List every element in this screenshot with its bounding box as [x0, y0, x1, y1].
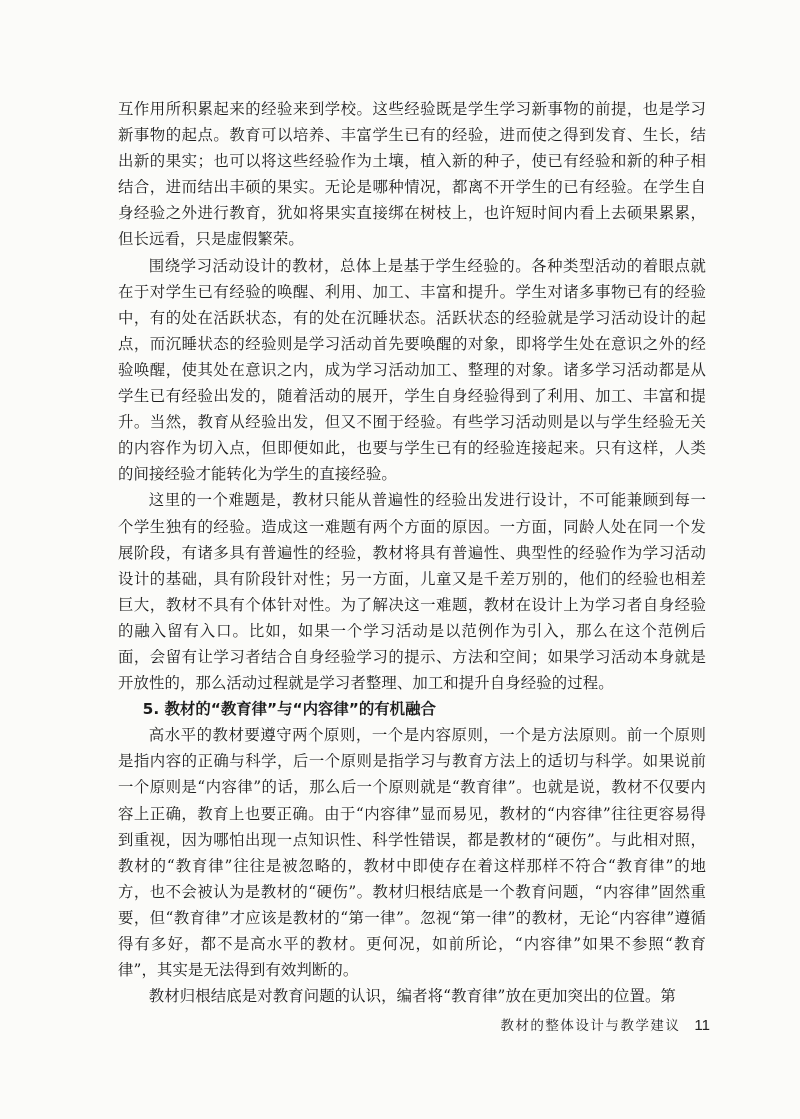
- paragraph-5: 教材归根结底是对教育问题的认识，编者将“教育律”放在更加突出的位置。第: [148, 987, 676, 1006]
- paragraph-2: 围绕学习活动设计的教材，总体上是基于学生经验的。各种类型活动的着眼点就在于对学生已有经验的唤醒、利用、加工、丰富和提升。学生对诸多事物已有的经验中，有的处在活跃状态，有的处在沉睡状态。活跃状态的经验就是学习活动设计的起点，而沉睡状态的经验则是学习活动首先要唤醒的对象，即将学生处在意识之外的经验唤醒，使其处在意识之内，成为学习活动加工、整理的对象。诸多学习活动都是从学生已有经验出发的，随着活动的展开，学生自身经验得到了利用、加工、丰富和提升。当然，教育从经验出发，但又不囿于经验。有些学习活动则是以与学生经验无关的内容作为切入点，但即便如此，也要与学生已有的经验连接起来。只有这样，人类的间接经验才能转化为学生的直接经验。: [118, 256, 706, 484]
- page-body: [118, 96, 706, 1009]
- paragraph-1: 互作用所积累起来的经验来到学校。这些经验既是学生学习新事物的前提，也是学习新事物的起点。教育可以培养、丰富学生已有的经验，进而使之得到发育、生长，结出新的果实；也可以将这些经验作为土壤，植入新的种子，使已有经验和新的种子相结合，进而结出丰硕的果实。无论是哪种情况，都离不开学生的已有经验。在学生自身经验之外进行教育，犹如将果实直接绑在树枝上，也许短时间内看上去硕果累累，但长远看，只是虚假繁荣。: [118, 100, 706, 249]
- paragraph-3: 这里的一个难题是，教材只能从普遍性的经验出发进行设计，不可能兼顾到每一个学生独有的经验。造成这一难题有两个方面的原因。一方面，同龄人处在同一个发展阶段，有诸多具有普遍性的经验，教材将具有普遍性、典型性的经验作为学习活动设计的基础，具有阶段针对性；另一方面，儿童又是千差万别的，他们的经验也相差巨大，教材不具有个体针对性。为了解决这一难题，教材在设计上为学习者自身经验的融入留有入口。比如，如果一个学习活动是以范例作为引入，那么在这个范例后面，会留有让学习者结合自身经验学习的提示、方法和空间；如果学习活动本身就是开放性的，那么活动过程就是学习者整理、加工和提升自身经验的过程。: [118, 491, 706, 693]
- paragraph-4: 高水平的教材要遵守两个原则，一个是内容原则，一个是方法原则。前一个原则是指内容的正确与科学，后一个原则是指学习与教育方法上的适切与科学。如果说前一个原则是“内容律”的话，那么后一个原则就是“教育律”。也就是说，教材不仅要内容上正确，教育上也要正确。由于“内容律”显而易见，教材的“内容律”往往更容易得到重视，因为哪怕出现一点知识性、科学性错误，都是教材的“硬伤”。与此相对照，教材的“教育律”往往是被忽略的，教材中即使存在着这样那样不符合“教育律”的地方，也不会被认为是教材的“硬伤”。教材归根结底是一个教育问题，“内容律”固然重要，但“教育律”才应该是教材的“第一律”。忽视“第一律”的教材，无论“内容律”遵循得有多好，都不是高水平的教材。更何况，如前所论，“内容律”如果不参照“教育律”，其实是无法得到有效判断的。: [118, 726, 706, 980]
- page-footer: [500, 1014, 710, 1034]
- section-heading: 5. 教材的“教育律”与“内容律”的有机融合: [142, 700, 436, 719]
- page-number: 11: [694, 1017, 710, 1034]
- running-footer-title: 教材的整体设计与教学建议: [500, 1018, 681, 1034]
